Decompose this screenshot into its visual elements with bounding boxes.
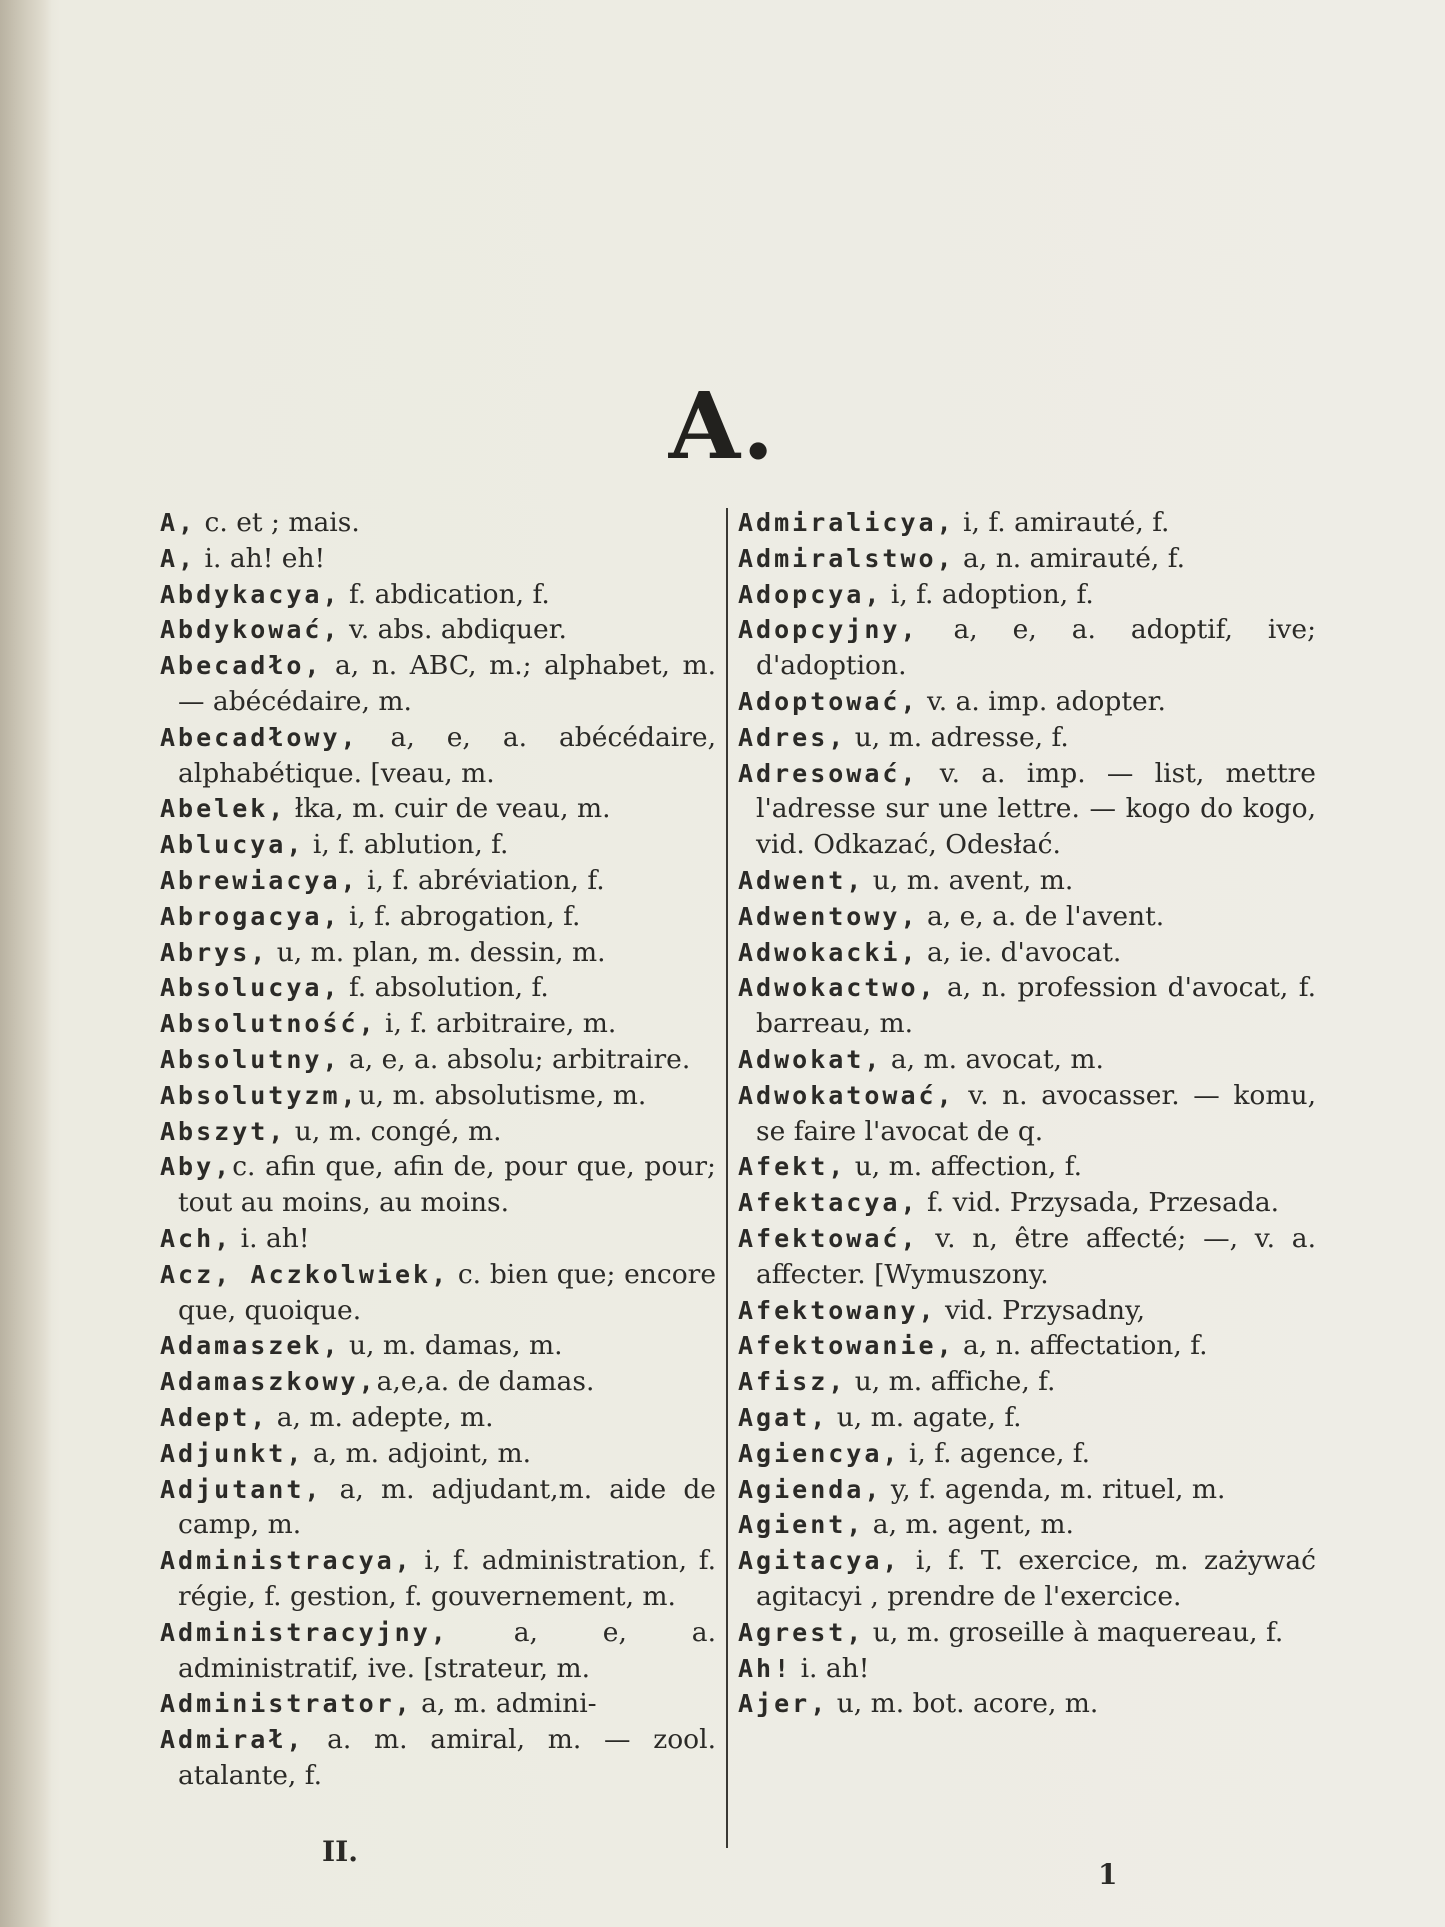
- entry-definition: vid. Przysadny,: [936, 1294, 1145, 1326]
- entry-headword: Ah!: [738, 1653, 793, 1683]
- entry-headword: Absolucya,: [160, 973, 341, 1003]
- dictionary-entry: [738, 1185, 1316, 1221]
- entry-headword: Adresować,: [738, 758, 919, 788]
- entry-headword: Ablucya,: [160, 830, 305, 860]
- entry-headword: Adoptować,: [738, 686, 919, 716]
- dictionary-entry: [160, 541, 716, 577]
- dictionary-entry: [738, 863, 1316, 899]
- dictionary-entry: [160, 1722, 716, 1794]
- entry-headword: Adwokactwo,: [738, 973, 937, 1003]
- entry-definition: a, e, a. adoptif, ive; d'adoption.: [756, 614, 1316, 682]
- dictionary-entry: [160, 1114, 716, 1150]
- entry-headword: Admiralstwo,: [738, 543, 955, 573]
- dictionary-entry: [160, 1686, 716, 1722]
- entry-headword: Adwokatować,: [738, 1080, 955, 1110]
- entry-definition: u, m. adresse, f.: [846, 721, 1069, 753]
- entry-headword: Abrogacya,: [160, 901, 341, 931]
- entry-headword: Ach,: [160, 1223, 233, 1253]
- dictionary-entry: [738, 935, 1316, 971]
- entry-headword: Adopcyjny,: [738, 615, 919, 645]
- entry-definition: a, ie. d'avocat.: [918, 936, 1122, 968]
- entry-definition: i. ah!: [232, 1222, 310, 1254]
- entry-headword: Adjunkt,: [160, 1438, 305, 1468]
- entry-headword: Agiencya,: [738, 1438, 901, 1468]
- entry-headword: Admirał,: [160, 1725, 305, 1755]
- entry-headword: Afisz,: [738, 1367, 847, 1397]
- entry-headword: Adopcya,: [738, 579, 883, 609]
- entry-headword: Absolutny,: [160, 1044, 341, 1074]
- dictionary-entry: [738, 612, 1316, 684]
- dictionary-entry: [160, 1615, 716, 1687]
- entry-definition: f. abdication, f.: [340, 578, 550, 610]
- entry-definition: y, f. agenda, m. rituel, m.: [882, 1473, 1226, 1505]
- dictionary-entry: [738, 577, 1316, 613]
- entry-definition: a, m. admini-: [412, 1688, 597, 1720]
- entry-definition: a, n. affectation, f.: [954, 1330, 1208, 1362]
- entry-definition: łka, m. cuir de veau, m.: [286, 793, 611, 825]
- entry-headword: Administracya,: [160, 1546, 413, 1576]
- entry-headword: Ajer,: [738, 1689, 829, 1719]
- entry-definition: a, m. agent, m.: [864, 1509, 1074, 1541]
- entry-headword: Afekt,: [738, 1152, 847, 1182]
- entry-definition: a, e, a. de l'avent.: [918, 900, 1165, 932]
- dictionary-entry: [160, 1543, 716, 1615]
- entry-definition: a,e,a. de damas.: [376, 1366, 595, 1398]
- entry-headword: Afektować,: [738, 1223, 919, 1253]
- entry-headword: Administrator,: [160, 1689, 413, 1719]
- dictionary-entry: [160, 1221, 716, 1257]
- entry-definition: u, m. affiche, f.: [846, 1366, 1056, 1398]
- entry-headword: Agienda,: [738, 1474, 883, 1504]
- entry-definition: a, m. adjoint, m.: [304, 1437, 531, 1469]
- entry-definition: a, n. ABC, m.; alphabet, m. — abécédaire, m.: [178, 650, 716, 717]
- entry-headword: Abecadło,: [160, 651, 323, 681]
- entry-headword: Agitacya,: [738, 1546, 901, 1576]
- dictionary-entry: [160, 827, 716, 863]
- entry-definition: i, f. administration, f. régie, f. gestion, f. gouvernement, m.: [178, 1545, 716, 1612]
- dictionary-entry: [738, 1364, 1316, 1400]
- dictionary-entry: [160, 1328, 716, 1364]
- entry-definition: a, e, a. absolu; arbitraire.: [340, 1043, 691, 1075]
- entry-headword: Abrewiacya,: [160, 865, 359, 895]
- entry-headword: Abelek,: [160, 794, 287, 824]
- entry-definition: u, m. damas, m.: [340, 1330, 563, 1362]
- dictionary-entry: [738, 720, 1316, 756]
- entry-definition: v. a. imp. adopter.: [918, 685, 1166, 717]
- entry-definition: f. absolution, f.: [340, 972, 549, 1004]
- dictionary-entry: [160, 1006, 716, 1042]
- entry-definition: f. vid. Przysada, Przesada.: [918, 1187, 1280, 1219]
- entry-definition: a, n. profession d'avocat, f. barreau, m.: [756, 972, 1316, 1040]
- section-letter-heading: A.: [668, 372, 777, 480]
- dictionary-entry: [160, 935, 716, 971]
- dictionary-entry: [738, 1543, 1316, 1615]
- entry-definition: v. n. avocasser. — komu, se faire l'avocat de q.: [756, 1079, 1316, 1147]
- book-spine-shadow: [0, 0, 52, 1927]
- dictionary-entry: [738, 1436, 1316, 1472]
- entry-headword: Aby,: [160, 1152, 233, 1182]
- entry-definition: i, f. abréviation, f.: [358, 864, 605, 896]
- dictionary-entry: [738, 899, 1316, 935]
- dictionary-entry: [160, 648, 716, 720]
- dictionary-entry: [160, 1257, 716, 1329]
- entry-headword: Agrest,: [738, 1617, 865, 1647]
- entry-definition: a, m. adepte, m.: [268, 1401, 494, 1433]
- dictionary-entry: [160, 1472, 716, 1544]
- entry-definition: c. et ; mais.: [196, 507, 360, 538]
- dictionary-entry: [738, 505, 1316, 541]
- dictionary-entry: [738, 1686, 1316, 1722]
- left-column: [160, 505, 716, 1794]
- dictionary-entry: [738, 1042, 1316, 1078]
- dictionary-entry: [160, 505, 716, 541]
- dictionary-entry: [160, 577, 716, 613]
- entry-definition: v. n, être affecté; —, v. a. affecter. [Wymuszony.: [756, 1222, 1316, 1290]
- entry-headword: A,: [160, 508, 197, 537]
- dictionary-entry: [738, 1078, 1316, 1150]
- dictionary-entry: [160, 1400, 716, 1436]
- dictionary-entry: [160, 970, 716, 1006]
- entry-headword: Adamaszek,: [160, 1331, 341, 1361]
- entry-definition: a. m. amiral, m. — zool. atalante, f.: [178, 1724, 716, 1791]
- entry-definition: a, e, a. abécédaire, alphabétique. [veau, m.: [178, 721, 716, 789]
- entry-headword: Adres,: [738, 722, 847, 752]
- entry-headword: Adwent,: [738, 865, 865, 895]
- entry-definition: i, f. abrogation, f.: [340, 900, 581, 932]
- entry-definition: i, f. T. exercice, m. zażywać agitacyi , prendre de l'exercice.: [756, 1545, 1316, 1612]
- entry-definition: i, f. ablution, f.: [304, 829, 509, 861]
- entry-definition: i, f. agence, f.: [900, 1437, 1091, 1469]
- dictionary-entry: [738, 1472, 1316, 1508]
- dictionary-entry: [738, 1507, 1316, 1543]
- entry-definition: i, f. adoption, f.: [882, 578, 1094, 610]
- dictionary-entry: [738, 1149, 1316, 1185]
- entry-headword: Abecadłowy,: [160, 722, 359, 752]
- entry-headword: Adwokacki,: [738, 937, 919, 967]
- dictionary-entry: [738, 1651, 1316, 1687]
- entry-headword: Abdykować,: [160, 615, 341, 645]
- entry-definition: a, m. adjudant,m. aide de camp, m.: [178, 1473, 716, 1541]
- dictionary-entry: [160, 1436, 716, 1472]
- entry-definition: u, m. plan, m. dessin, m.: [268, 936, 606, 968]
- entry-headword: Adjutant,: [160, 1474, 323, 1504]
- dictionary-entry: [738, 1400, 1316, 1436]
- entry-headword: Abdykacya,: [160, 579, 341, 609]
- entry-definition: i, f. amirauté, f.: [954, 507, 1170, 538]
- entry-headword: Adept,: [160, 1402, 269, 1432]
- entry-headword: Afektowanie,: [738, 1331, 955, 1361]
- entry-definition: a, n. amirauté, f.: [954, 542, 1186, 574]
- dictionary-entry: [738, 970, 1316, 1042]
- dictionary-entry: [160, 1149, 716, 1221]
- dictionary-entry: [738, 1221, 1316, 1293]
- dictionary-entry: [160, 1078, 716, 1114]
- dictionary-entry: [160, 612, 716, 648]
- entry-headword: Abszyt,: [160, 1116, 287, 1146]
- entry-headword: Afektacya,: [738, 1188, 919, 1218]
- dictionary-entry: [738, 1293, 1316, 1329]
- dictionary-entry: [160, 1042, 716, 1078]
- entry-headword: Agat,: [738, 1402, 829, 1432]
- dictionary-entry: [738, 684, 1316, 720]
- entry-headword: Admiralicya,: [738, 508, 955, 537]
- entry-headword: Afektowany,: [738, 1295, 937, 1325]
- entry-headword: Adamaszkowy,: [160, 1367, 377, 1397]
- entry-definition: c. bien que; encore que, quoique.: [178, 1258, 716, 1326]
- entry-headword: Absolutyzm,: [160, 1080, 359, 1110]
- dictionary-entry: [738, 541, 1316, 577]
- entry-definition: u, m. affection, f.: [846, 1151, 1083, 1183]
- dictionary-entry: [160, 791, 716, 827]
- entry-definition: u, m. avent, m.: [864, 864, 1074, 896]
- dictionary-entry: [160, 720, 716, 792]
- entry-headword: Acz, Aczkolwiek,: [160, 1259, 450, 1289]
- dictionary-entry: [738, 1615, 1316, 1651]
- dictionary-entry: [738, 756, 1316, 863]
- entry-definition: u, m. absolutisme, m.: [358, 1079, 647, 1111]
- entry-definition: v. a. imp. — list, mettre l'adresse sur une lettre. — kogo do kogo, vid. Odkazać, Odesłać.: [756, 757, 1316, 861]
- dictionary-entry: [160, 1364, 716, 1400]
- entry-definition: a, m. avocat, m.: [882, 1043, 1104, 1075]
- entry-definition: i. ah! eh!: [196, 542, 326, 574]
- dictionary-entry: [738, 1328, 1316, 1364]
- entry-headword: Adwentowy,: [738, 901, 919, 931]
- dictionary-entry: [160, 899, 716, 935]
- signature-mark: II.: [322, 1835, 358, 1868]
- entry-definition: i, f. arbitraire, m.: [376, 1008, 617, 1040]
- column-divider: [726, 508, 728, 1848]
- entry-definition: a, e, a. administratif, ive. [strateur, m.: [178, 1616, 716, 1684]
- entry-definition: i. ah!: [792, 1652, 870, 1684]
- right-column: [738, 505, 1316, 1722]
- entry-definition: c. afin que, afin de, pour que, pour; tout au moins, au moins.: [178, 1151, 716, 1219]
- entry-headword: Administracyjny,: [160, 1617, 449, 1647]
- entry-headword: Agient,: [738, 1510, 865, 1540]
- entry-headword: A,: [160, 543, 197, 573]
- dictionary-entry: [160, 863, 716, 899]
- entry-definition: u, m. bot. acore, m.: [828, 1688, 1099, 1720]
- entry-definition: v. abs. abdiquer.: [340, 614, 567, 646]
- entry-headword: Abrys,: [160, 937, 269, 967]
- entry-definition: u, m. agate, f.: [828, 1401, 1022, 1433]
- entry-definition: u, m. groseille à maquereau, f.: [864, 1616, 1284, 1648]
- entry-headword: Absolutność,: [160, 1009, 377, 1039]
- entry-definition: u, m. congé, m.: [286, 1115, 502, 1147]
- entry-headword: Adwokat,: [738, 1044, 883, 1074]
- page-number: 1: [1098, 1858, 1118, 1891]
